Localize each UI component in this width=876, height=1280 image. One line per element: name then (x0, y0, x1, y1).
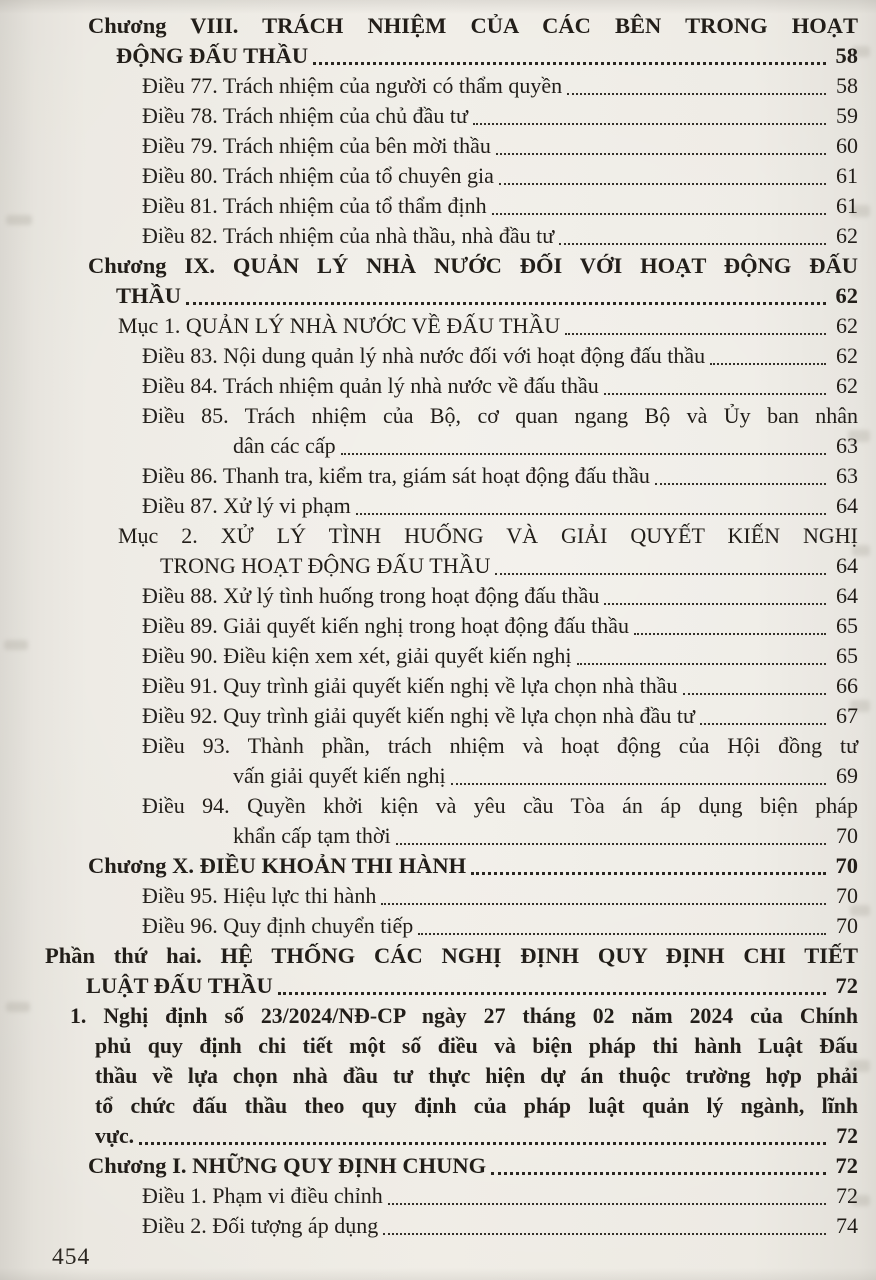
dot-leader (383, 1233, 826, 1235)
toc-page-number: 63 (836, 463, 858, 488)
toc-page-number: 63 (836, 433, 858, 458)
toc-page-number: 74 (836, 1213, 858, 1238)
dot-leader (186, 302, 826, 305)
toc-entry-section (118, 521, 858, 581)
toc-entry-title: Điều 83. Nội dung quản lý nhà nước đối với hoạt động đấu thầu (142, 343, 706, 368)
toc-entry-title: Điều 79. Trách nhiệm của bên mời thầu (142, 133, 491, 158)
dot-leader (700, 723, 826, 725)
dot-leader (634, 633, 826, 635)
toc-entry-article (142, 401, 858, 461)
toc-entry-last-line (142, 101, 858, 131)
toc-entry-article (142, 881, 858, 911)
toc-entry-title: Điều 1. Phạm vi điều chỉnh (142, 1183, 383, 1208)
toc-entry-last-line (142, 911, 858, 941)
toc-entry-chapter (88, 851, 858, 881)
toc-entry-title: Điều 87. Xử lý vi phạm (142, 493, 351, 518)
toc-entry-title: Điều 91. Quy trình giải quyết kiến nghị về lựa chọn nhà thầu (142, 673, 678, 698)
toc-entry-last-line (116, 281, 858, 311)
toc-entry-last-line (142, 341, 858, 371)
toc-page-number: 61 (836, 193, 858, 218)
toc-entry-article (142, 161, 858, 191)
toc-page-number: 70 (836, 883, 858, 908)
toc-entry-title: Điều 88. Xử lý tình huống trong hoạt động đấu thầu (142, 583, 600, 608)
toc-entry-text-line: 1. Nghị định số 23/2024/NĐ-CP ngày 27 tháng 02 năm 2024 của Chính (70, 1004, 858, 1028)
toc-entry-text-line: Phần thứ hai. HỆ THỐNG CÁC NGHỊ ĐỊNH QUY ĐỊNH CHI TIẾT (45, 943, 858, 968)
toc-entry-last-line (142, 131, 858, 161)
toc-entry-last-line (118, 311, 858, 341)
toc-entry-title: Điều 96. Quy định chuyển tiếp (142, 913, 414, 938)
toc-entry-text-line: Điều 85. Trách nhiệm của Bộ, cơ quan ngang Bộ và Ủy ban nhân (142, 403, 858, 428)
dot-leader (577, 663, 826, 665)
toc-entry-article (142, 461, 858, 491)
toc-entry-article (142, 71, 858, 101)
dot-leader (388, 1203, 826, 1205)
toc-entry-article (142, 1211, 858, 1241)
toc-page-number: 62 (836, 313, 858, 338)
toc-entry-article (142, 1181, 858, 1211)
toc-entry-title: dân các cấp (233, 433, 336, 458)
dot-leader (139, 1142, 826, 1145)
dot-leader (356, 513, 826, 515)
toc-page-number: 65 (836, 613, 858, 638)
toc-entry-last-line (142, 701, 858, 731)
dot-leader (278, 992, 826, 995)
toc-entry-title: Điều 84. Trách nhiệm quản lý nhà nước về đấu thầu (142, 373, 599, 398)
dot-leader (567, 93, 826, 95)
toc-entry-title: Chương X. ĐIỀU KHOẢN THI HÀNH (88, 853, 467, 878)
toc-entry-chapter (88, 1151, 858, 1181)
toc-entry-title: THẦU (116, 283, 182, 308)
toc-page-number: 66 (836, 673, 858, 698)
toc-entry-title: TRONG HOẠT ĐỘNG ĐẤU THẦU (160, 553, 491, 578)
toc-entry-article (142, 191, 858, 221)
toc-entry-last-line (142, 1211, 858, 1241)
toc-page-number: 60 (836, 133, 858, 158)
toc-page-number: 72 (835, 973, 858, 998)
toc-page-number: 64 (836, 553, 858, 578)
toc-page-number: 64 (836, 583, 858, 608)
toc-entry-text-line: Mục 2. XỬ LÝ TÌNH HUỐNG VÀ GIẢI QUYẾT KIẾN NGHỊ (118, 523, 858, 548)
toc-entry-last-line (233, 761, 858, 791)
toc-page-number: 72 (835, 1153, 858, 1178)
toc-entry-article (142, 701, 858, 731)
dot-leader (341, 453, 826, 455)
toc-entry-article (142, 791, 858, 851)
toc-entry-title: Chương I. NHỮNG QUY ĐỊNH CHUNG (88, 1153, 487, 1178)
toc-entry-title: Điều 77. Trách nhiệm của người có thẩm quyền (142, 73, 563, 98)
toc-page-number: 58 (836, 73, 858, 98)
toc-page-number: 62 (836, 343, 858, 368)
toc-entry-last-line (142, 1181, 858, 1211)
dot-leader (655, 483, 826, 485)
toc-entry-text-line: phủ quy định chi tiết một số điều và biện pháp thi hành Luật Đấu (95, 1034, 858, 1058)
toc-entry-article (142, 371, 858, 401)
toc-page-number: 62 (836, 373, 858, 398)
dot-leader (496, 153, 826, 155)
toc-entry-title: vực. (95, 1124, 135, 1148)
dot-leader (499, 183, 826, 185)
toc-entry-last-line (142, 881, 858, 911)
toc-entry-last-line (86, 971, 858, 1001)
toc-entry-title: Điều 81. Trách nhiệm của tổ thẩm định (142, 193, 487, 218)
dot-leader (492, 213, 826, 215)
toc-entry-article (142, 671, 858, 701)
toc-entry-text-line: Điều 93. Thành phần, trách nhiệm và hoạt động của Hội đồng tư (142, 733, 858, 758)
toc-entry-article (142, 731, 858, 791)
dot-leader (396, 843, 826, 845)
dot-leader (495, 573, 826, 575)
toc-entry-last-line (142, 161, 858, 191)
dot-leader (451, 783, 826, 785)
dot-leader (604, 393, 826, 395)
toc-page-number: 69 (836, 763, 858, 788)
toc-entry-last-line (142, 641, 858, 671)
toc-entry-last-line (142, 491, 858, 521)
toc-entry-last-line (142, 461, 858, 491)
toc-entry-text-line: Chương VIII. TRÁCH NHIỆM CỦA CÁC BÊN TRONG HOẠT (88, 13, 858, 38)
toc-entry-article (142, 131, 858, 161)
toc-entry-last-line (116, 41, 858, 71)
toc-entry-title: ĐỘNG ĐẤU THẦU (116, 43, 309, 68)
toc-entry-last-line (142, 611, 858, 641)
toc-entry-article (142, 641, 858, 671)
toc-entry-title: LUẬT ĐẤU THẦU (86, 973, 273, 998)
toc-entry-article (142, 581, 858, 611)
toc-entry-chapter (88, 11, 858, 71)
toc-entry-last-line (142, 671, 858, 701)
dot-leader (313, 62, 826, 65)
toc-entry-last-line (88, 851, 858, 881)
toc-entry-text-line: tổ chức đấu thầu theo quy định của pháp luật quản lý ngành, lĩnh (95, 1094, 858, 1118)
dot-leader (683, 693, 826, 695)
toc-page-number: 61 (836, 163, 858, 188)
toc-entry-title: Điều 92. Quy trình giải quyết kiến nghị về lựa chọn nhà đầu tư (142, 703, 695, 728)
toc-entry-part (45, 941, 858, 1001)
toc-page-number: 62 (835, 283, 858, 308)
toc-entry-title: Điều 90. Điều kiện xem xét, giải quyết kiến nghị (142, 643, 572, 668)
toc-entry-last-line (95, 1121, 858, 1151)
dot-leader (604, 603, 826, 605)
toc-entry-last-line (142, 371, 858, 401)
toc-page-number: 72 (836, 1124, 858, 1148)
toc-entry-last-line (233, 821, 858, 851)
toc-entry-title: Điều 89. Giải quyết kiến nghị trong hoạt động đấu thầu (142, 613, 629, 638)
toc-entry-title: vấn giải quyết kiến nghị (233, 763, 446, 788)
dot-leader (565, 333, 826, 335)
toc-entry-text-line: Điều 94. Quyền khởi kiện và yêu cầu Tòa án áp dụng biện pháp (142, 793, 858, 818)
toc-entry-text-line: thầu về lựa chọn nhà đầu tư thực hiện dự án thuộc trường hợp phải (95, 1064, 858, 1088)
toc-entry-article (142, 101, 858, 131)
toc-entry-title: Điều 82. Trách nhiệm của nhà thầu, nhà đầu tư (142, 223, 555, 248)
toc-entry-chapter (88, 251, 858, 311)
toc-list (0, 11, 858, 1241)
toc-entry-title: Điều 80. Trách nhiệm của tổ chuyên gia (142, 163, 494, 188)
toc-page-number: 65 (836, 643, 858, 668)
toc-page-number: 62 (836, 223, 858, 248)
toc-entry-text-line: Chương IX. QUẢN LÝ NHÀ NƯỚC ĐỐI VỚI HOẠT ĐỘNG ĐẤU (88, 253, 858, 278)
toc-page-number: 70 (836, 823, 858, 848)
toc-entry-article (142, 611, 858, 641)
toc-entry-article (142, 491, 858, 521)
toc-page-number: 64 (836, 493, 858, 518)
toc-entry-title: Điều 86. Thanh tra, kiểm tra, giám sát hoạt động đấu thầu (142, 463, 650, 488)
toc-entry-title: Điều 95. Hiệu lực thi hành (142, 883, 377, 908)
toc-entry-article (142, 911, 858, 941)
toc-page-number: 72 (836, 1183, 858, 1208)
toc-entry-title: Mục 1. QUẢN LÝ NHÀ NƯỚC VỀ ĐẤU THẦU (118, 313, 561, 338)
toc-entry-last-line (142, 191, 858, 221)
toc-page-number: 58 (835, 43, 858, 68)
dot-leader (473, 123, 826, 125)
toc-page-number: 67 (836, 703, 858, 728)
dot-leader (491, 1172, 826, 1175)
toc-entry-title: khẩn cấp tạm thời (233, 823, 391, 848)
dot-leader (381, 903, 826, 905)
toc-entry-last-line (142, 221, 858, 251)
dot-leader (559, 243, 826, 245)
toc-page-number: 70 (835, 853, 858, 878)
dot-leader (418, 933, 826, 935)
toc-entry-last-line (142, 581, 858, 611)
dot-leader (710, 363, 826, 365)
toc-entry-title: Điều 78. Trách nhiệm của chủ đầu tư (142, 103, 468, 128)
toc-entry-last-line (88, 1151, 858, 1181)
toc-entry-last-line (142, 71, 858, 101)
toc-page-number: 59 (836, 103, 858, 128)
toc-entry-last-line (160, 551, 858, 581)
toc-entry-section (118, 311, 858, 341)
toc-page-number: 70 (836, 913, 858, 938)
toc-entry-article (142, 221, 858, 251)
toc-entry-article (142, 341, 858, 371)
dot-leader (471, 872, 826, 875)
toc-entry-title: Điều 2. Đối tượng áp dụng (142, 1213, 379, 1238)
toc-entry-decree-item (70, 1001, 858, 1151)
folio-page-number: 454 (52, 1244, 91, 1270)
toc-entry-last-line (233, 431, 858, 461)
